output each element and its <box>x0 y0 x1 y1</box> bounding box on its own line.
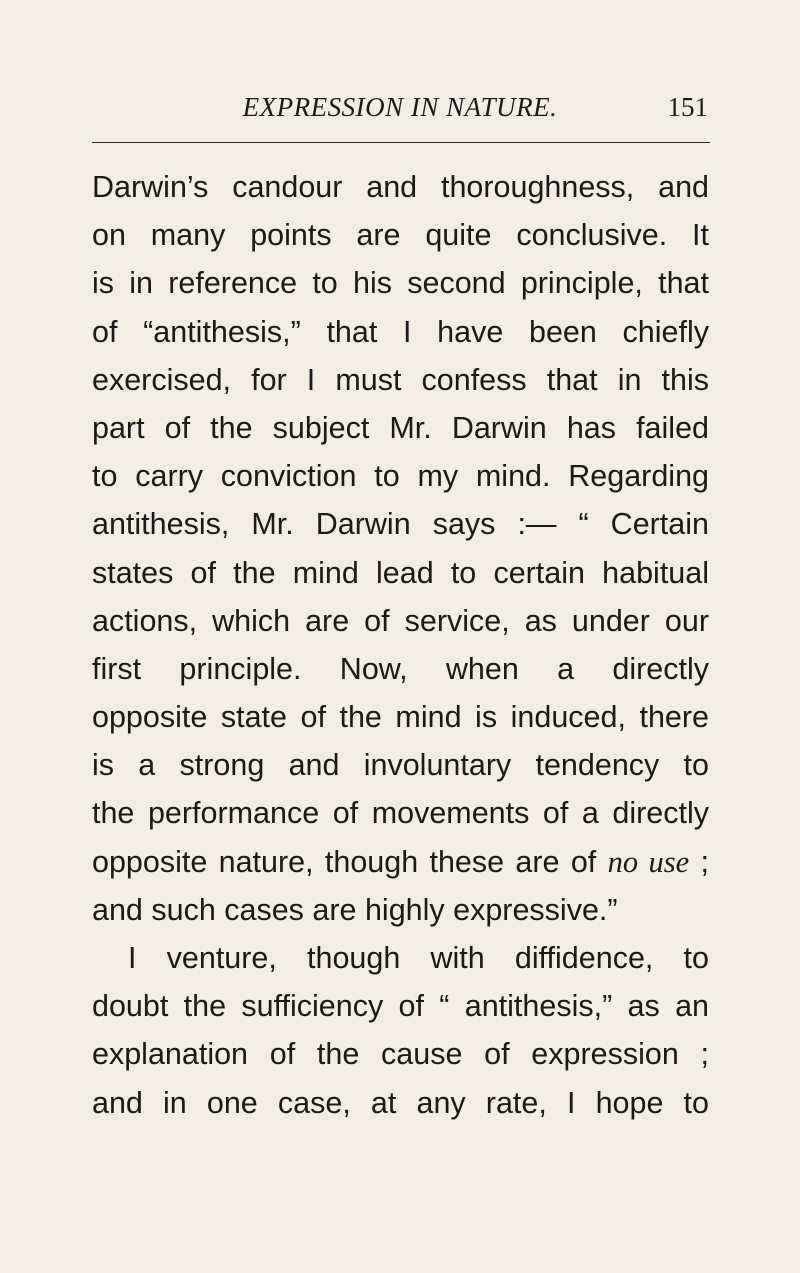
text-fragment: opposite nature, though these are of <box>92 844 608 879</box>
text-fragment: ; <box>689 844 709 879</box>
text-line: part of the subject Mr. Darwin has failed <box>92 410 709 445</box>
text-line: actions, which are of service, as under our <box>92 603 709 638</box>
text-line: and such cases are highly expressive.” <box>92 892 618 927</box>
text-line: states of the mind lead to certain habitual <box>92 555 709 590</box>
text-line: explanation of the cause of expression ; <box>92 1037 709 1072</box>
running-head <box>0 92 800 132</box>
text-line: doubt the sufficiency of “ antithesis,” as an <box>92 989 709 1024</box>
text-line: antithesis, Mr. Darwin says :— “ Certain <box>92 507 709 542</box>
text-line-indented: I venture, though with diffidence, to <box>128 941 709 975</box>
text-line: is in reference to his second principle, that <box>92 266 709 301</box>
text-line: on many points are quite conclusive. It <box>92 218 709 253</box>
text-line: of “antithesis,” that I have been chiefly <box>92 314 709 349</box>
text-line: and in one case, at any rate, I hope to <box>92 1085 709 1120</box>
text-line: to carry conviction to my mind. Regarding <box>92 459 709 494</box>
text-line: is a strong and involuntary tendency to <box>92 748 709 783</box>
text-line-with-italic <box>92 838 709 886</box>
page-number: 151 <box>667 92 708 122</box>
body-text <box>92 163 709 1127</box>
text-line: opposite state of the mind is induced, there <box>92 700 709 735</box>
running-head-title: EXPRESSION IN NATURE. <box>242 92 558 122</box>
text-line: exercised, for I must confess that in this <box>92 362 709 397</box>
text-line: the performance of movements of a directly <box>92 796 709 831</box>
italic-emphasis: no use <box>607 844 690 879</box>
text-line: first principle. Now, when a directly <box>92 651 709 686</box>
text-line: Darwin’s candour and thoroughness, and <box>92 170 709 204</box>
header-rule <box>92 142 710 143</box>
